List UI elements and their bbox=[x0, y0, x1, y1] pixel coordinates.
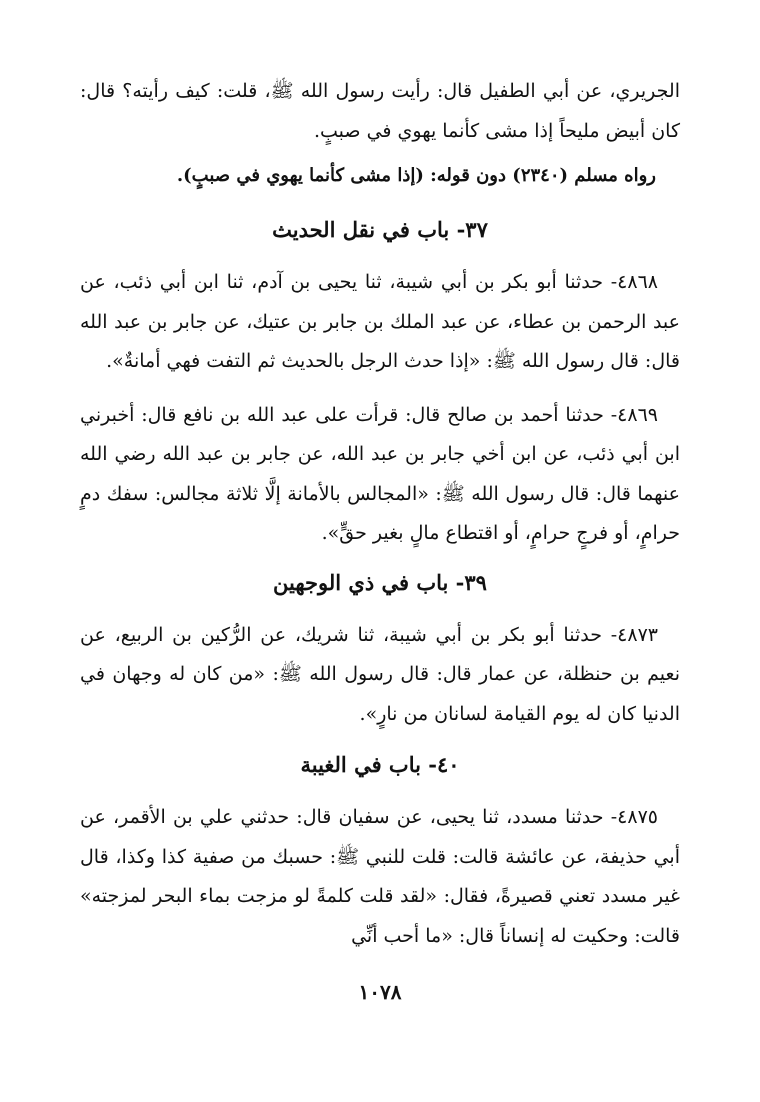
chapter-heading-40: ٤٠- باب في الغيبة bbox=[300, 752, 460, 777]
hadith-continuation: الجريري، عن أبي الطفيل قال: رأيت رسول الله ﷺ، قلت: كيف رأيته؟ قال: كان أبيض مليحاً إذا مشى كأنما يهوي في صببٍ. bbox=[80, 80, 680, 142]
chapter-heading-39: ٣٩- باب في ذي الوجهين bbox=[273, 569, 487, 595]
hadith-4868: ٤٨٦٨- حدثنا أبو بكر بن أبي شيبة، ثنا يحيى بن آدم، ثنا ابن أبي ذئب، عن عبد الرحمن بن عطاء، عن عبد الملك بن جابر بن عتيك، عن جابر بن عبد الله قال: قال رسول الله ﷺ: «إذا حدث الرجل بالحديث ثم التفت فهي أمانةٌ». bbox=[80, 271, 680, 372]
page-number: ١٠٧٨ bbox=[358, 980, 402, 1004]
paragraph-gap bbox=[80, 382, 680, 396]
hadith-4869: ٤٨٦٩- حدثنا أحمد بن صالح قال: قرأت على عبد الله بن نافع قال: أخبرني ابن أبي ذئب، عن ابن أخي جابر بن عبد الله، عن جابر بن عبد الله رضي الله عنهما قال: قال رسول الله ﷺ: «المجالس بالأمانة إلَّا ثلاثة مجالس: سفك دمٍ حرامٍ، أو فرجٍ حرامٍ، أو اقتطاع مالٍ بغير حقٍّ». bbox=[80, 403, 680, 544]
takhrij-note: رواه مسلم (٢٣٤٠) دون قوله: (إذا مشى كأنما يهوي في صببٍ). bbox=[176, 165, 656, 186]
chapter-heading-37: ٣٧- باب في نقل الحديث bbox=[272, 217, 488, 242]
hadith-4873: ٤٨٧٣- حدثنا أبو بكر بن أبي شيبة، ثنا شريك، عن الرُّكين بن الربيع، عن نعيم بن حنظلة، عن عمار قال: قال رسول الله ﷺ: «من كان له وجهان في الدنيا كان له يوم القيامة لسانان من نارٍ». bbox=[80, 623, 680, 725]
page-content bbox=[80, 72, 680, 956]
hadith-4875: ٤٨٧٥- حدثنا مسدد، ثنا يحيى، عن سفيان قال: حدثني علي بن الأقمر، عن أبي حذيفة، عن عائشة قالت: قلت للنبي ﷺ: حسبك من صفية كذا وكذا، قال غير مسدد تعني قصيرةً، فقال: «لقد قلت كلمةً لو مزجت بماء البحر لمزجته» قالت: وحكيت له إنساناً قال: «ما أحب أنِّي bbox=[80, 806, 680, 947]
